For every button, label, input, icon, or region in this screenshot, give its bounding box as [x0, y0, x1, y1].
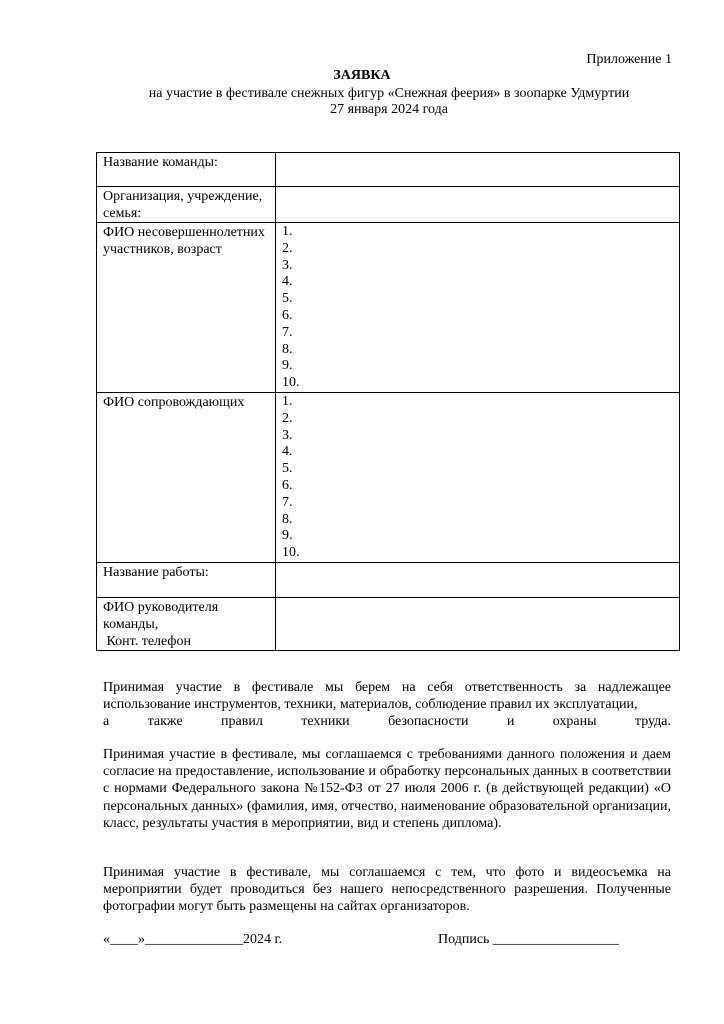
list-item: 7.	[282, 324, 293, 340]
form-row-team-leader	[97, 597, 680, 650]
responsibility-text-1: Принимая участие в фестивале мы берем на себя ответственность за надлежащее использование инструментов, техники, материалов, соблюдение правил их эксплуатации,	[103, 680, 671, 713]
list-item: 8.	[282, 511, 293, 527]
team-leader-field[interactable]	[276, 597, 680, 650]
list-item: 6.	[282, 477, 293, 493]
participants-field[interactable]	[276, 223, 680, 393]
list-item: 9.	[282, 358, 293, 374]
organization-label: Организация, учреждение, семья:	[97, 187, 276, 223]
form-row-work-title	[97, 562, 680, 597]
appendix-label: Приложение 1	[586, 52, 672, 67]
responsibility-text-2: а также правил техники безопасности и охраны труда.	[103, 714, 671, 730]
team-leader-label	[97, 597, 276, 650]
event-date: 27 января 2024 года	[330, 102, 448, 117]
list-item: 1.	[282, 224, 293, 239]
list-item: 9.	[282, 528, 293, 544]
list-item: 1.	[282, 393, 293, 409]
work-title-field[interactable]	[276, 562, 680, 597]
form-row-organization	[97, 187, 680, 223]
date-signature-line[interactable]: «____»______________2024 г.	[103, 932, 283, 947]
list-item: 5.	[282, 461, 293, 477]
form-row-team-name	[97, 153, 680, 187]
list-item: 3.	[282, 427, 293, 443]
team-leader-phone-label: Конт. телефон	[103, 633, 191, 649]
team-leader-label-line1: ФИО руководителя команды,	[103, 599, 219, 632]
list-item: 7.	[282, 494, 293, 510]
team-name-field[interactable]	[276, 153, 680, 187]
organization-field[interactable]	[276, 187, 680, 223]
consent-paragraph: Принимая участие в фестивале, мы соглашаемся с требованиями данного положения и даем согласие на предоставление, использование и обработку персональных данных в соответствии с нормами Федерального закона №152-ФЗ от 27 июля 2006 г. (в действующей редакции) «О персональных данных» (фамилия, имя, отчество, наименование образовательной организации, класс, результаты участия в мероприятии, вид и степень диплома).	[103, 747, 671, 831]
chaperones-label: ФИО сопровождающих	[97, 392, 276, 562]
list-item: 5.	[282, 291, 293, 307]
application-form-table	[96, 152, 680, 651]
form-row-chaperones	[97, 392, 680, 562]
team-name-label: Название команды:	[97, 153, 276, 187]
document-subtitle: на участие в фестивале снежных фигур «Снежная феерия» в зоопарке Удмуртии	[148, 86, 630, 101]
list-item: 2.	[282, 240, 293, 256]
list-item: 4.	[282, 444, 293, 460]
signature-line[interactable]: Подпись __________________	[438, 932, 619, 947]
document-title: ЗАЯВКА	[333, 68, 391, 83]
list-item: 3.	[282, 257, 293, 273]
participants-list	[282, 224, 673, 392]
list-item: 10.	[282, 375, 300, 391]
photo-consent-paragraph: Принимая участие в фестивале, мы соглашаемся с тем, что фото и видеосъемка на мероприятии будет проводиться без нашего непосредственного разрешения. Полученные фотографии могут быть размещены на сайтах организаторов.	[103, 865, 671, 915]
chaperones-field[interactable]	[276, 392, 680, 562]
work-title-label: Название работы:	[97, 562, 276, 597]
responsibility-paragraph	[103, 679, 671, 731]
chaperones-list	[282, 394, 673, 562]
list-item: 4.	[282, 274, 293, 290]
participants-label: ФИО несовершеннолетних участников, возраст	[97, 223, 276, 393]
list-item: 8.	[282, 341, 293, 357]
list-item: 10.	[282, 545, 300, 561]
list-item: 2.	[282, 410, 293, 426]
form-row-participants	[97, 223, 680, 393]
list-item: 6.	[282, 307, 293, 323]
